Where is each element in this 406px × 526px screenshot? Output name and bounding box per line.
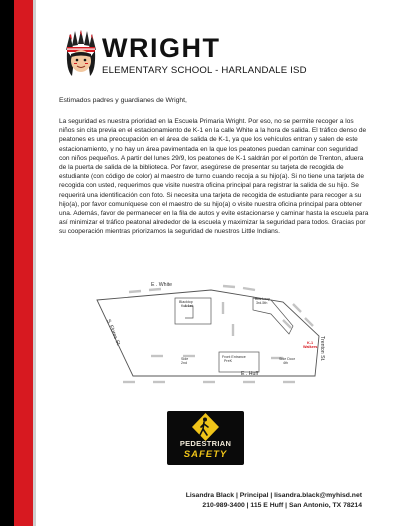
letter-body: La seguridad es nuestra prioridad en la Escuela Primaria Wright. Por eso, no se permite recoger a los niños sin cita previa en el estacionamiento de K-1 en la calle White a la hora de salida. El tráfico denso de peatones es una preocupación en el área de salida de K-1, ya que los vehículos entran y salen de este estacionamiento, y no hay un área pavimentada en la que los peatones puedan caminar con seguridad con niños pequeños. A partir del lunes 29/9, los peatones de K-1 saldrán por el portón de Trenton, afuera de la puerta de salida de la biblioteca. Por favor, asegúrese de presentar su tarjeta de recogida de estudiante (con código de color) al maestro de turno cuando recoja a su hijo(a). Si no tiene una tarjeta de recogida con usted, requerimos que visite nuestra oficina principal para registrar la salida de su hijo. Se requerirá una identificación con foto. Si necesita una tarjeta de recogida de estudiante para recoger a su hijo(a), por favor comuníquese con el maestro de su hijo(a) o visite nuestra oficina principal para obtener una. Además, favor de permanecer en la fila de autos y evite estacionarse y caminar hasta la escuela para así minimizar el tráfico peatonal alrededor de la escuela y maximizar la seguridad para todos. Gracias por su cooperación mientras priorizamos la seguridad de nuestros Little Indians. bbox=[59, 118, 369, 236]
side-door-left-label bbox=[181, 357, 189, 365]
street-bottom-label: E . Huff bbox=[241, 371, 259, 377]
street-top-label: E . White bbox=[151, 282, 173, 288]
walkers-line1: K-1 bbox=[307, 341, 314, 345]
indian-mascot-icon bbox=[62, 30, 100, 78]
bus-loop-label-line1: Bus Loop bbox=[255, 297, 271, 301]
school-map bbox=[93, 278, 333, 386]
front-entrance-label bbox=[222, 355, 247, 363]
blacktop-label-line1: Blacktop bbox=[179, 300, 193, 304]
pedestrian-safety-sign bbox=[167, 411, 244, 465]
street-right-label: Trenton St. bbox=[319, 336, 325, 362]
sign-line-pedestrian: PEDESTRIAN bbox=[179, 439, 232, 448]
school-header bbox=[62, 28, 392, 88]
footer-address: 210-989-3400 | 115 E Huff | San Antonio, TX 78214 bbox=[202, 502, 362, 509]
side-right-line1: Side Door bbox=[279, 357, 295, 361]
walkers-label bbox=[303, 341, 317, 349]
school-name: WRIGHT bbox=[102, 33, 221, 63]
left-black-stripe bbox=[0, 0, 14, 526]
left-gray-stripe bbox=[33, 0, 36, 526]
street-left-label: S. Flores St. bbox=[105, 318, 122, 348]
traffic-arrows bbox=[123, 286, 313, 382]
pedestrian-icon bbox=[167, 411, 244, 441]
footer-contact: Lisandra Black | Principal | lisandra.black@myhisd.net bbox=[185, 492, 362, 499]
walkers-line2: Walkers bbox=[303, 345, 318, 350]
bus-loop-label bbox=[255, 297, 271, 305]
side-left-line2: 2nd bbox=[181, 361, 187, 366]
sign-line-safety: SAFETY bbox=[183, 449, 228, 460]
front-entrance-line2: PreK bbox=[224, 359, 232, 364]
front-entrance-line1: Front Entrance bbox=[222, 355, 246, 359]
left-red-stripe bbox=[14, 0, 33, 526]
bus-loop-label-line2: 3rd-5th bbox=[256, 301, 268, 306]
blacktop-label bbox=[179, 300, 194, 308]
blacktop-label-line2: K & 1st bbox=[181, 304, 193, 309]
school-subtitle: ELEMENTARY SCHOOL - HARLANDALE ISD bbox=[102, 65, 307, 76]
side-door-right-label bbox=[279, 357, 296, 365]
side-left-line1: Side bbox=[181, 357, 189, 361]
side-right-line2: 4th bbox=[283, 361, 288, 366]
letter-greeting: Estimados padres y guardianes de Wright, bbox=[59, 97, 187, 104]
